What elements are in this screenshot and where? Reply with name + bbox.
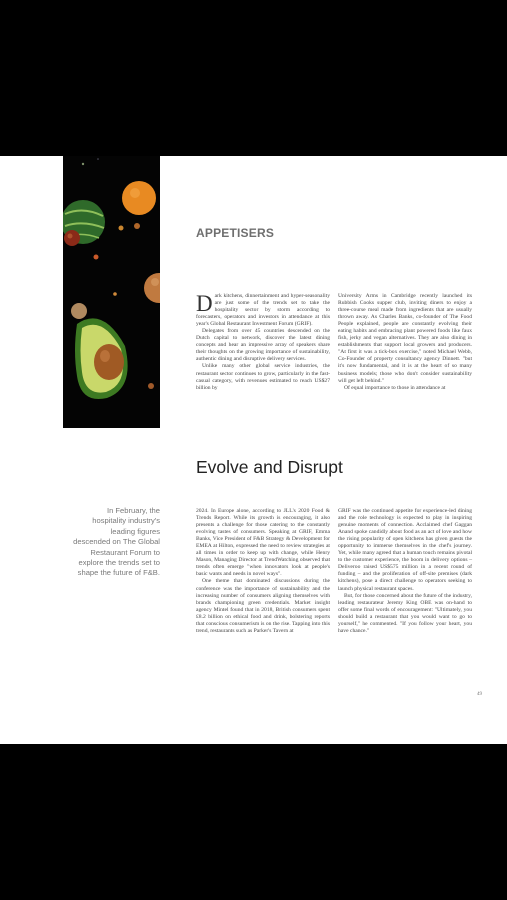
paragraph: Unlike many other global service industries, the restaurant sector continues to grow, particularly in the fast-casual category, with revenues estimated to reach US$27 billion by (196, 363, 330, 391)
appetisers-column-1 (196, 293, 330, 392)
paragraph: Delegates from over 45 countries descended on the Dutch capital to network, discover the latest dining concepts and hear an impressive array of speakers share their thoughts on the growing importance of sustainability, authentic dining and disruptive delivery services. (196, 328, 330, 363)
paragraph: GRIF was the continued appetite for experience-led dining and the role technology is expected to play in inspiring genuine moments of connection. Acclaimed chef Gaggan Anand spoke candidly about food as an act of love and how the rising popularity of open kitchens has given guests the opportunity to immerse themselves in the chef's journey. Yet, while many agreed that a human touch remains pivotal to the customer experience, the boom in delivery options – Deliveroo raised US$575 million in a recent round of funding – and the proliferation of off-site premises (dark kitchens), pose a direct challenge to operators seeking to launch physical restaurant spaces. (338, 508, 472, 592)
paragraph (196, 293, 330, 328)
paragraph: Of equal importance to those in attendance at (344, 384, 446, 391)
pull-quote: In February, the hospitality industry's leading figures descended on The Global Restaurant Forum to explore the trends set to shape the future of F&B. (73, 506, 160, 578)
paragraph: University Arms in Cambridge recently launched its Rubbish Cooks supper club, inviting diners to enjoy a three-course meal made from ingredients that are usually thrown away. As Charles Banks, co-founder of The Food People explained, people are constantly evolving their eating habits and embracing plant powered foods like faux fish, jerky and vegan alternatives. They are also dining in establishments that support local growers and producers. "At first it was a tick-box exercise," noted Michael Webb, Co-Founder of property consultancy agency Dinnett. "but it's now fundamental, and it is at the heart of so many business models; those who don't consider sustainability will get left behind." (338, 293, 472, 384)
magazine-page (0, 156, 507, 744)
page-number: 49 (477, 692, 482, 697)
paragraph: But, for those concerned about the future of the industry, leading restaurateur Jeremy King OBE was on-hand to offer some final words of encouragement: "Ultimately, you should build a restaurant that you would want to go to yourself," he commented. "If you follow your heart, you have chance." (338, 592, 472, 634)
paragraph: 2024. In Europe alone, according to JLL's 2020 Food & Trends Report. While its growth is encouraging, it also presents a challenge for those catering to the constantly evolving tastes of consumers. Speaking at GRIF, Emma Banks, Vice President of F&B Strategy & Development for EMEA at Hilton, expressed the need to review strategies at all times in order to keep up with change, while Henry Mason, Managing Director at TrendWatching observed that trends often emerge "when innovators look at people's basic wants and needs in novel ways". (196, 508, 330, 578)
article-headline: Evolve and Disrupt (196, 457, 343, 477)
paragraph-text: ark kitchens, dinnertainment and hyper-seasonality are just some of the trends set to take the hospitality sector by storm according to forecasters, operators and investors in attendance at this year's Global Restaurant Investment Forum (GRIF). (196, 293, 330, 328)
evolve-column-2 (338, 508, 472, 635)
drop-cap: D (196, 291, 213, 316)
fruit-photo (63, 156, 160, 428)
appetisers-column-2 (338, 293, 472, 392)
evolve-column-1 (196, 508, 330, 635)
fruit-illustration (63, 156, 160, 428)
section-label: APPETISERS (196, 226, 275, 240)
paragraph: One theme that dominated discussions during the conference was the importance of sustainability and the increasing number of consumers aligning themselves with brands championing green credentials. Market insight agency Mintel found that in 2018, British consumers spent £8.2 billion on ethical food and drink, bolstering reports that conscious consumerism is on the rise. Tapping into this trend, restaurants such as Parker's Tavern at (196, 578, 330, 634)
